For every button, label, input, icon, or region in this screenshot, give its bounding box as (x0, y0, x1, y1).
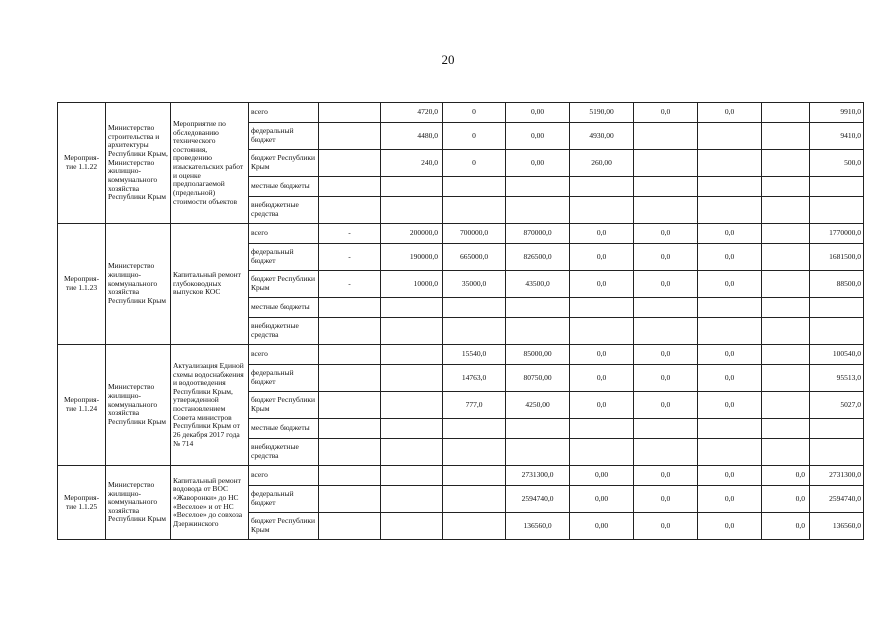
amount-cell: 4930,00 (570, 123, 634, 150)
amount-cell (443, 439, 506, 466)
amount-cell (506, 318, 570, 345)
amount-cell (634, 318, 698, 345)
amount-cell: 14763,0 (443, 365, 506, 392)
amount-cell (506, 419, 570, 439)
total-cell: 88500,0 (810, 271, 864, 298)
amount-cell (698, 150, 762, 177)
amount-cell: 0,0 (698, 466, 762, 486)
total-cell (810, 439, 864, 466)
funding-source: всего (249, 103, 319, 123)
amount-cell (381, 392, 443, 419)
amount-cell: 240,0 (381, 150, 443, 177)
total-cell (810, 197, 864, 224)
amount-cell (443, 466, 506, 486)
budget-table (57, 102, 864, 540)
amount-cell: 0,00 (506, 150, 570, 177)
funding-source: местные бюджеты (249, 298, 319, 318)
amount-cell: 2731300,0 (506, 466, 570, 486)
amount-cell: 0,0 (698, 345, 762, 365)
amount-cell (698, 419, 762, 439)
amount-cell: 4720,0 (381, 103, 443, 123)
amount-cell (762, 224, 810, 244)
funding-source: внебюджетные средства (249, 439, 319, 466)
amount-cell (381, 197, 443, 224)
funding-source: внебюджетные средства (249, 318, 319, 345)
amount-cell (381, 298, 443, 318)
amount-cell (443, 318, 506, 345)
amount-cell: 260,00 (570, 150, 634, 177)
amount-cell (570, 177, 634, 197)
amount-cell: 0,0 (634, 271, 698, 298)
amount-cell (762, 439, 810, 466)
amount-cell (570, 419, 634, 439)
measure-description: Мероприятие по обследованию технического состояния, проведению изыскательских работ и оценке предполагаемой (предельной) стоимости объектов (171, 103, 249, 224)
amount-cell: 0,00 (570, 486, 634, 513)
amount-cell (319, 486, 381, 513)
amount-cell (506, 298, 570, 318)
funding-source: бюджет Республики Крым (249, 150, 319, 177)
amount-cell (698, 197, 762, 224)
amount-cell: 0,0 (634, 224, 698, 244)
table-row (58, 103, 864, 123)
amount-cell: 0,0 (698, 486, 762, 513)
amount-cell (762, 318, 810, 345)
amount-cell (762, 298, 810, 318)
funding-source: всего (249, 466, 319, 486)
total-cell (810, 177, 864, 197)
amount-cell: 0,0 (570, 392, 634, 419)
amount-cell (443, 298, 506, 318)
amount-cell (381, 419, 443, 439)
amount-cell (570, 318, 634, 345)
amount-cell (762, 150, 810, 177)
total-cell: 2731300,0 (810, 466, 864, 486)
amount-cell (570, 197, 634, 224)
amount-cell: 0,0 (634, 466, 698, 486)
amount-cell (698, 123, 762, 150)
funding-source: местные бюджеты (249, 177, 319, 197)
amount-cell: 0,0 (570, 244, 634, 271)
amount-cell (319, 123, 381, 150)
amount-cell (762, 392, 810, 419)
amount-cell: 4480,0 (381, 123, 443, 150)
amount-cell: 0,0 (634, 513, 698, 540)
amount-cell: 0 (443, 150, 506, 177)
amount-cell: 0,0 (634, 486, 698, 513)
amount-cell: 826500,0 (506, 244, 570, 271)
amount-cell: 0,0 (762, 466, 810, 486)
amount-cell: 700000,0 (443, 224, 506, 244)
amount-cell: 0,0 (762, 486, 810, 513)
amount-cell (698, 177, 762, 197)
funding-source: бюджет Республики Крым (249, 513, 319, 540)
amount-cell: 0,0 (762, 513, 810, 540)
amount-cell: 0,0 (698, 244, 762, 271)
amount-cell: 0,0 (698, 103, 762, 123)
total-cell: 9410,0 (810, 123, 864, 150)
amount-cell (443, 513, 506, 540)
measure-id: Мероприя- тие 1.1.25 (58, 466, 106, 540)
amount-cell (319, 419, 381, 439)
amount-cell (381, 466, 443, 486)
funding-source: федеральный бюджет (249, 123, 319, 150)
amount-cell: - (319, 244, 381, 271)
funding-source: федеральный бюджет (249, 365, 319, 392)
total-cell: 5027,0 (810, 392, 864, 419)
amount-cell: 85000,00 (506, 345, 570, 365)
amount-cell (570, 298, 634, 318)
total-cell: 1770000,0 (810, 224, 864, 244)
amount-cell (319, 298, 381, 318)
amount-cell (762, 419, 810, 439)
amount-cell: 0 (443, 103, 506, 123)
amount-cell: 200000,0 (381, 224, 443, 244)
measure-organization: Министерство жилищно-коммунального хозяйства Республики Крым (106, 345, 171, 466)
amount-cell (634, 123, 698, 150)
amount-cell (762, 123, 810, 150)
amount-cell: 0,0 (698, 271, 762, 298)
amount-cell: 15540,0 (443, 345, 506, 365)
amount-cell: 0,0 (634, 345, 698, 365)
amount-cell (698, 318, 762, 345)
amount-cell (506, 177, 570, 197)
amount-cell (381, 365, 443, 392)
amount-cell: 0,0 (698, 392, 762, 419)
amount-cell: 0,00 (506, 103, 570, 123)
funding-source: местные бюджеты (249, 419, 319, 439)
total-cell (810, 419, 864, 439)
total-cell: 9910,0 (810, 103, 864, 123)
amount-cell: 0,0 (570, 271, 634, 298)
amount-cell: - (319, 271, 381, 298)
total-cell: 1681500,0 (810, 244, 864, 271)
measure-organization: Министерство жилищно-коммунального хозяйства Республики Крым (106, 224, 171, 345)
amount-cell (319, 513, 381, 540)
amount-cell: 0 (443, 123, 506, 150)
amount-cell: 0,0 (698, 365, 762, 392)
amount-cell: 10000,0 (381, 271, 443, 298)
amount-cell (381, 318, 443, 345)
amount-cell (570, 439, 634, 466)
amount-cell: 35000,0 (443, 271, 506, 298)
amount-cell: 190000,0 (381, 244, 443, 271)
amount-cell: 0,0 (570, 345, 634, 365)
funding-source: бюджет Республики Крым (249, 271, 319, 298)
measure-description: Капитальный ремонт водовода от ВОС «Жаворонки» до НС «Веселое» и от НС «Веселое» до совхоза Дзержинского (171, 466, 249, 540)
total-cell: 2594740,0 (810, 486, 864, 513)
total-cell (810, 298, 864, 318)
amount-cell (634, 439, 698, 466)
amount-cell (762, 197, 810, 224)
measure-description: Актуализация Единой схемы водоснабжения и водоотведения Республики Крым, утвержденной постановлением Совета министров Республики Крым от 26 декабря 2017 года № 714 (171, 345, 249, 466)
amount-cell: 2594740,0 (506, 486, 570, 513)
amount-cell (319, 365, 381, 392)
amount-cell (443, 419, 506, 439)
amount-cell: 0,0 (634, 244, 698, 271)
amount-cell: 0,0 (634, 392, 698, 419)
amount-cell: 5190,00 (570, 103, 634, 123)
table-row (58, 224, 864, 244)
total-cell: 136560,0 (810, 513, 864, 540)
amount-cell (634, 177, 698, 197)
amount-cell (319, 392, 381, 419)
amount-cell (319, 345, 381, 365)
amount-cell: 0,0 (570, 224, 634, 244)
amount-cell (319, 103, 381, 123)
amount-cell: 80750,00 (506, 365, 570, 392)
amount-cell: 870000,0 (506, 224, 570, 244)
amount-cell (319, 177, 381, 197)
amount-cell (634, 298, 698, 318)
measure-id: Мероприя- тие 1.1.24 (58, 345, 106, 466)
total-cell: 100540,0 (810, 345, 864, 365)
amount-cell: 0,00 (570, 466, 634, 486)
amount-cell (762, 365, 810, 392)
amount-cell (381, 439, 443, 466)
measure-description: Капитальный ремонт глубоководных выпусков КОС (171, 224, 249, 345)
amount-cell: 777,0 (443, 392, 506, 419)
amount-cell (319, 150, 381, 177)
measure-id: Мероприя- тие 1.1.23 (58, 224, 106, 345)
amount-cell (319, 439, 381, 466)
amount-cell: 136560,0 (506, 513, 570, 540)
amount-cell (698, 439, 762, 466)
amount-cell: 0,0 (634, 365, 698, 392)
amount-cell (443, 197, 506, 224)
table-row (58, 345, 864, 365)
funding-source: федеральный бюджет (249, 244, 319, 271)
total-cell (810, 318, 864, 345)
measure-organization: Министерство жилищно-коммунального хозяйства Республики Крым (106, 466, 171, 540)
amount-cell (319, 466, 381, 486)
amount-cell (634, 150, 698, 177)
amount-cell: 0,0 (698, 513, 762, 540)
amount-cell (443, 177, 506, 197)
amount-cell (381, 486, 443, 513)
amount-cell (381, 345, 443, 365)
amount-cell (762, 244, 810, 271)
amount-cell: 43500,0 (506, 271, 570, 298)
amount-cell (634, 197, 698, 224)
funding-source: федеральный бюджет (249, 486, 319, 513)
funding-source: бюджет Республики Крым (249, 392, 319, 419)
amount-cell (762, 177, 810, 197)
amount-cell: 665000,0 (443, 244, 506, 271)
table-row (58, 466, 864, 486)
amount-cell (381, 513, 443, 540)
measure-organization: Министерство строительства и архитектуры Республики Крым, Министерство жилищно-коммунального хозяйства Республики Крым (106, 103, 171, 224)
amount-cell (319, 318, 381, 345)
amount-cell (319, 197, 381, 224)
funding-source: всего (249, 224, 319, 244)
amount-cell (506, 439, 570, 466)
funding-source: всего (249, 345, 319, 365)
amount-cell: 0,0 (698, 224, 762, 244)
amount-cell (698, 298, 762, 318)
amount-cell (381, 177, 443, 197)
amount-cell (762, 345, 810, 365)
amount-cell: - (319, 224, 381, 244)
amount-cell: 0,0 (634, 103, 698, 123)
measure-id: Мероприя- тие 1.1.22 (58, 103, 106, 224)
amount-cell: 0,0 (570, 365, 634, 392)
amount-cell: 4250,00 (506, 392, 570, 419)
amount-cell (762, 271, 810, 298)
funding-source: внебюджетные средства (249, 197, 319, 224)
amount-cell: 0,00 (570, 513, 634, 540)
total-cell: 500,0 (810, 150, 864, 177)
page-number: 20 (441, 52, 455, 67)
amount-cell: 0,00 (506, 123, 570, 150)
amount-cell (634, 419, 698, 439)
amount-cell (506, 197, 570, 224)
amount-cell (443, 486, 506, 513)
total-cell: 95513,0 (810, 365, 864, 392)
amount-cell (762, 103, 810, 123)
